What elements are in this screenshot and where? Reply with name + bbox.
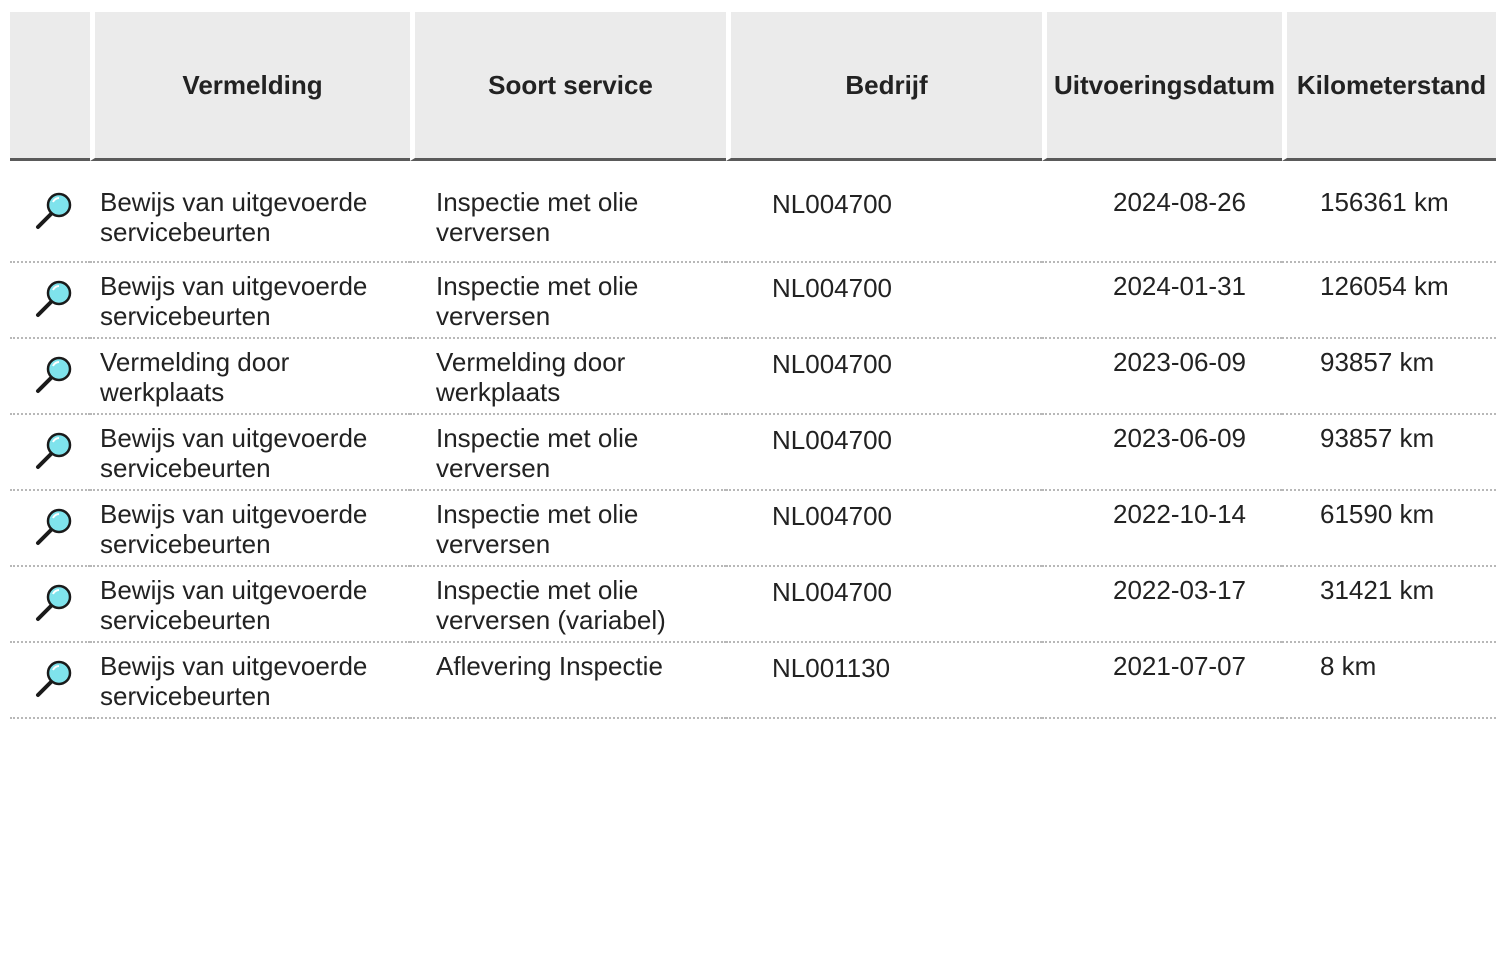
table-row bbox=[10, 643, 1496, 719]
vermelding-line-1: Bewijs van uitgevoerde bbox=[100, 187, 368, 217]
datum-value: 2024-08-26 bbox=[1113, 187, 1246, 217]
vermelding-line-2: servicebeurten bbox=[100, 453, 271, 483]
vermelding-line-2: servicebeurten bbox=[100, 681, 271, 711]
vermelding-line-2: servicebeurten bbox=[100, 529, 271, 559]
soort-line-2: verversen (variabel) bbox=[436, 605, 666, 635]
magnifier-icon[interactable] bbox=[32, 581, 76, 625]
bedrijf-value: NL004700 bbox=[772, 273, 892, 303]
cell-kilometerstand bbox=[1282, 161, 1496, 263]
datum-value: 2022-10-14 bbox=[1113, 499, 1246, 529]
magnifier-icon[interactable] bbox=[32, 353, 76, 397]
km-value: 93857 km bbox=[1320, 347, 1435, 377]
header-icon-column bbox=[10, 12, 90, 161]
cell-uitvoeringsdatum bbox=[1042, 161, 1282, 263]
cell-kilometerstand bbox=[1282, 263, 1496, 339]
soort-line-2: werkplaats bbox=[436, 377, 561, 407]
km-value: 8 km bbox=[1320, 651, 1377, 681]
vermelding-line-2: servicebeurten bbox=[100, 301, 271, 331]
row-icon-cell bbox=[10, 415, 90, 491]
table-row bbox=[10, 339, 1496, 415]
cell-soort-service bbox=[410, 643, 726, 719]
soort-line-1: Inspectie met olie bbox=[436, 423, 639, 453]
header-bedrijf[interactable]: Bedrijf bbox=[726, 12, 1042, 161]
magnifier-icon[interactable] bbox=[32, 429, 76, 473]
header-uitvoeringsdatum[interactable]: Uitvoeringsdatum bbox=[1042, 12, 1282, 161]
cell-bedrijf bbox=[726, 263, 1042, 339]
magnifier-icon[interactable] bbox=[32, 277, 76, 321]
row-icon-cell bbox=[10, 263, 90, 339]
vermelding-line-1: Bewijs van uitgevoerde bbox=[100, 423, 368, 453]
cell-uitvoeringsdatum bbox=[1042, 339, 1282, 415]
cell-bedrijf bbox=[726, 491, 1042, 567]
bedrijf-value: NL004700 bbox=[772, 349, 892, 379]
cell-vermelding bbox=[90, 491, 410, 567]
row-icon-cell bbox=[10, 491, 90, 567]
soort-line-1: Aflevering Inspectie bbox=[436, 651, 663, 681]
cell-vermelding bbox=[90, 263, 410, 339]
cell-vermelding bbox=[90, 643, 410, 719]
cell-vermelding bbox=[90, 339, 410, 415]
vermelding-line-1: Vermelding door bbox=[100, 347, 290, 377]
datum-value: 2021-07-07 bbox=[1113, 651, 1246, 681]
table-row bbox=[10, 567, 1496, 643]
vermelding-line-1: Bewijs van uitgevoerde bbox=[100, 499, 368, 529]
cell-soort-service bbox=[410, 161, 726, 263]
datum-value: 2023-06-09 bbox=[1113, 347, 1246, 377]
cell-bedrijf bbox=[726, 339, 1042, 415]
soort-line-2: verversen bbox=[436, 529, 551, 559]
cell-kilometerstand bbox=[1282, 643, 1496, 719]
soort-line-1: Inspectie met olie bbox=[436, 187, 639, 217]
vermelding-line-2: werkplaats bbox=[100, 377, 225, 407]
cell-uitvoeringsdatum bbox=[1042, 415, 1282, 491]
cell-uitvoeringsdatum bbox=[1042, 263, 1282, 339]
bedrijf-value: NL004700 bbox=[772, 501, 892, 531]
header-kilometerstand[interactable]: Kilometerstand bbox=[1282, 12, 1496, 161]
row-icon-cell bbox=[10, 339, 90, 415]
row-icon-cell bbox=[10, 161, 90, 263]
bedrijf-value: NL004700 bbox=[772, 189, 892, 219]
table-row bbox=[10, 491, 1496, 567]
magnifier-icon[interactable] bbox=[32, 657, 76, 701]
soort-line-2: verversen bbox=[436, 453, 551, 483]
soort-line-1: Inspectie met olie bbox=[436, 499, 639, 529]
soort-line-2: verversen bbox=[436, 301, 551, 331]
cell-uitvoeringsdatum bbox=[1042, 491, 1282, 567]
bedrijf-value: NL004700 bbox=[772, 577, 892, 607]
km-value: 156361 km bbox=[1320, 187, 1449, 217]
cell-soort-service bbox=[410, 491, 726, 567]
cell-kilometerstand bbox=[1282, 491, 1496, 567]
cell-uitvoeringsdatum bbox=[1042, 567, 1282, 643]
cell-soort-service bbox=[410, 415, 726, 491]
cell-bedrijf bbox=[726, 643, 1042, 719]
row-icon-cell bbox=[10, 567, 90, 643]
vermelding-line-2: servicebeurten bbox=[100, 217, 271, 247]
soort-line-1: Inspectie met olie bbox=[436, 575, 639, 605]
cell-kilometerstand bbox=[1282, 567, 1496, 643]
soort-line-2: verversen bbox=[436, 217, 551, 247]
soort-line-1: Vermelding door bbox=[436, 347, 626, 377]
cell-bedrijf bbox=[726, 161, 1042, 263]
km-value: 126054 km bbox=[1320, 271, 1449, 301]
header-soort-service[interactable]: Soort service bbox=[410, 12, 726, 161]
service-history-table bbox=[10, 12, 1496, 719]
table-row bbox=[10, 415, 1496, 491]
cell-soort-service bbox=[410, 263, 726, 339]
cell-soort-service bbox=[410, 567, 726, 643]
km-value: 93857 km bbox=[1320, 423, 1435, 453]
cell-uitvoeringsdatum bbox=[1042, 643, 1282, 719]
cell-bedrijf bbox=[726, 415, 1042, 491]
vermelding-line-1: Bewijs van uitgevoerde bbox=[100, 575, 368, 605]
soort-line-1: Inspectie met olie bbox=[436, 271, 639, 301]
vermelding-line-1: Bewijs van uitgevoerde bbox=[100, 651, 368, 681]
header-vermelding[interactable]: Vermelding bbox=[90, 12, 410, 161]
km-value: 61590 km bbox=[1320, 499, 1435, 529]
bedrijf-value: NL001130 bbox=[772, 653, 891, 683]
table-row bbox=[10, 161, 1496, 263]
datum-value: 2022-03-17 bbox=[1113, 575, 1246, 605]
magnifier-icon[interactable] bbox=[32, 505, 76, 549]
cell-kilometerstand bbox=[1282, 415, 1496, 491]
table-row bbox=[10, 263, 1496, 339]
km-value: 31421 km bbox=[1320, 575, 1435, 605]
vermelding-line-2: servicebeurten bbox=[100, 605, 271, 635]
datum-value: 2024-01-31 bbox=[1113, 271, 1246, 301]
magnifier-icon[interactable] bbox=[32, 189, 76, 233]
cell-kilometerstand bbox=[1282, 339, 1496, 415]
cell-vermelding bbox=[90, 161, 410, 263]
cell-vermelding bbox=[90, 415, 410, 491]
datum-value: 2023-06-09 bbox=[1113, 423, 1246, 453]
cell-soort-service bbox=[410, 339, 726, 415]
row-icon-cell bbox=[10, 643, 90, 719]
vermelding-line-1: Bewijs van uitgevoerde bbox=[100, 271, 368, 301]
cell-vermelding bbox=[90, 567, 410, 643]
table-header-row bbox=[10, 12, 1496, 161]
cell-bedrijf bbox=[726, 567, 1042, 643]
bedrijf-value: NL004700 bbox=[772, 425, 892, 455]
